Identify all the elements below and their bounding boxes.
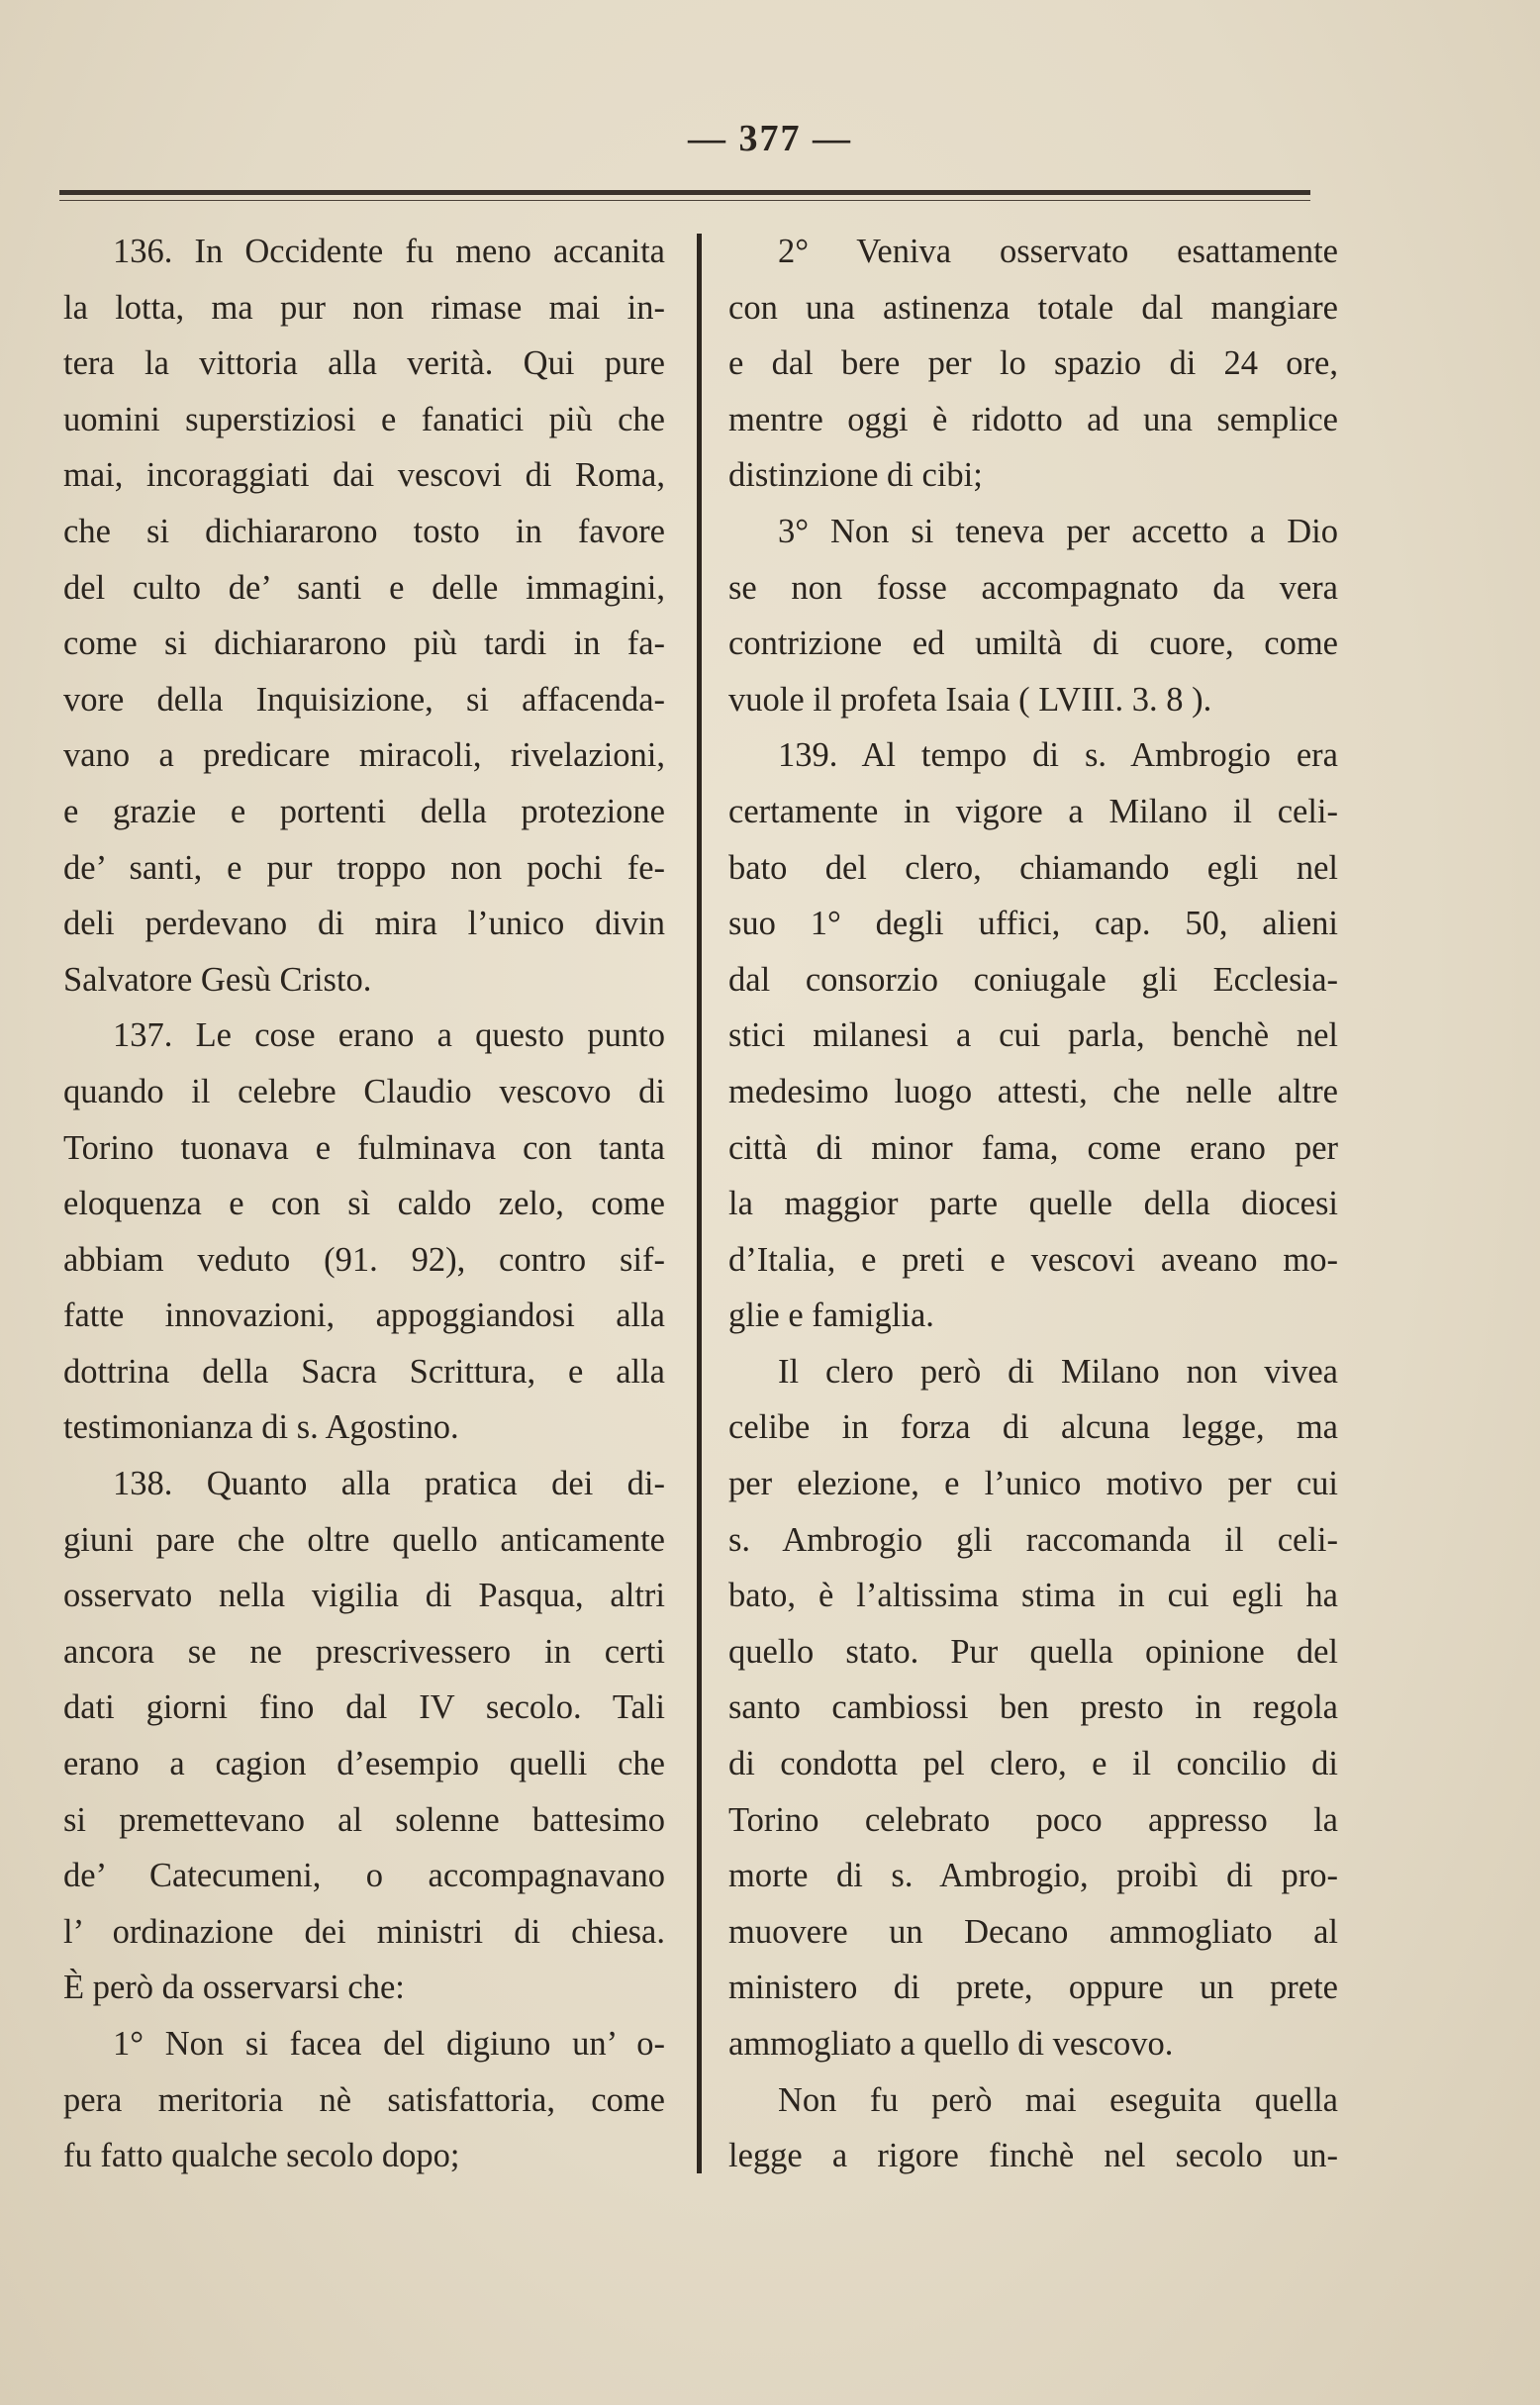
text-line: ammogliato a quello di vescovo. bbox=[728, 2025, 1174, 2063]
text-line: 139. Al tempo di s. Ambrogio era bbox=[778, 736, 1338, 775]
text-line: mai, incoraggiati dai vescovi di Roma, bbox=[63, 456, 665, 495]
text-line: vore della Inquisizione, si affacenda- bbox=[63, 680, 665, 719]
text-line: eloquenza e con sì caldo zelo, come bbox=[63, 1185, 665, 1223]
text-line: pera meritoria nè satisfattoria, come bbox=[63, 2080, 665, 2119]
text-line: di condotta pel clero, e il concilio di bbox=[728, 1745, 1338, 1783]
text-line: e dal bere per lo spazio di 24 ore, bbox=[728, 344, 1338, 383]
text-line: santo cambiossi ben presto in regola bbox=[728, 1688, 1338, 1727]
text-line: testimonianza di s. Agostino. bbox=[63, 1408, 459, 1447]
text-line: stici milanesi a cui parla, benchè nel bbox=[728, 1016, 1338, 1055]
left-column bbox=[63, 224, 665, 2184]
text-line: 137. Le cose erano a questo punto bbox=[113, 1016, 665, 1055]
text-line: glie e famiglia. bbox=[728, 1297, 934, 1335]
text-line: muovere un Decano ammogliato al bbox=[728, 1912, 1338, 1951]
text-line: osservato nella vigilia di Pasqua, altri bbox=[63, 1577, 665, 1615]
page-number: — 377 — bbox=[688, 118, 852, 159]
text-line: legge a rigore finchè nel secolo un- bbox=[728, 2137, 1338, 2175]
text-line: morte di s. Ambrogio, proibì di pro- bbox=[728, 1857, 1338, 1895]
text-line: Il clero però di Milano non vivea bbox=[778, 1352, 1338, 1391]
text-line: ancora se ne prescrivessero in certi bbox=[63, 1632, 665, 1671]
text-line: bato del clero, chiamando egli nel bbox=[728, 848, 1338, 887]
right-column bbox=[728, 224, 1338, 2184]
text-line: celibe in forza di alcuna legge, ma bbox=[728, 1408, 1338, 1447]
text-line: dati giorni fino dal IV secolo. Tali bbox=[63, 1688, 665, 1727]
text-line: per elezione, e l’unico motivo per cui bbox=[728, 1465, 1338, 1503]
text-line: dottrina della Sacra Scrittura, e alla bbox=[63, 1352, 665, 1391]
text-line: e grazie e portenti della protezione bbox=[63, 792, 665, 830]
text-line: quando il celebre Claudio vescovo di bbox=[63, 1072, 665, 1110]
text-line: 136. In Occidente fu meno accanita bbox=[113, 233, 665, 270]
text-line: Torino tuonava e fulminava con tanta bbox=[63, 1128, 665, 1167]
text-line: vano a predicare miracoli, rivelazioni, bbox=[63, 736, 665, 775]
text-line: si premettevano al solenne battesimo bbox=[63, 1800, 665, 1839]
text-line: giuni pare che oltre quello anticamente bbox=[63, 1520, 665, 1559]
text-line: fu fatto qualche secolo dopo; bbox=[63, 2137, 460, 2175]
text-line: che si dichiararono tosto in favore bbox=[63, 512, 665, 550]
text-line: 138. Quanto alla pratica dei di- bbox=[113, 1465, 665, 1503]
text-line: mentre oggi è ridotto ad una semplice bbox=[728, 400, 1338, 438]
text-line: Salvatore Gesù Cristo. bbox=[63, 960, 372, 999]
text-line: de’ santi, e pur troppo non pochi fe- bbox=[63, 848, 665, 887]
column-divider bbox=[697, 234, 702, 2173]
text-line: se non fosse accompagnato da vera bbox=[728, 568, 1338, 607]
text-line: d’Italia, e preti e vescovi aveano mo- bbox=[728, 1240, 1338, 1279]
text-line: città di minor fama, come erano per bbox=[728, 1128, 1338, 1167]
text-line: de’ Catecumeni, o accompagnavano bbox=[63, 1857, 665, 1895]
text-line: del culto de’ santi e delle immagini, bbox=[63, 568, 665, 607]
header-rule-thick bbox=[59, 190, 1310, 195]
text-line: 3° Non si teneva per accetto a Dio bbox=[778, 512, 1338, 550]
text-line: quello stato. Pur quella opinione del bbox=[728, 1632, 1338, 1671]
text-line: 2° Veniva osservato esattamente bbox=[778, 233, 1338, 270]
text-line: vuole il profeta Isaia ( LVIII. 3. 8 ). bbox=[728, 680, 1212, 719]
text-line: la maggior parte quelle della diocesi bbox=[728, 1185, 1338, 1223]
text-line: ministero di prete, oppure un prete bbox=[728, 1969, 1338, 2007]
text-line: Non fu però mai eseguita quella bbox=[778, 2080, 1338, 2119]
header-rule-thin bbox=[59, 200, 1310, 201]
text-line: È però da osservarsi che: bbox=[63, 1969, 405, 2007]
text-line: tera la vittoria alla verità. Qui pure bbox=[63, 344, 665, 383]
text-line: uomini superstiziosi e fanatici più che bbox=[63, 400, 665, 438]
text-line: dal consorzio coniugale gli Ecclesia- bbox=[728, 960, 1338, 999]
text-line: come si dichiararono più tardi in fa- bbox=[63, 625, 665, 663]
text-line: con una astinenza totale dal mangiare bbox=[728, 288, 1338, 327]
text-line: fatte innovazioni, appoggiandosi alla bbox=[63, 1297, 665, 1335]
text-line: s. Ambrogio gli raccomanda il celi- bbox=[728, 1520, 1338, 1559]
text-line: l’ ordinazione dei ministri di chiesa. bbox=[63, 1912, 665, 1951]
text-line: suo 1° degli uffici, cap. 50, alieni bbox=[728, 905, 1338, 943]
text-line: 1° Non si facea del digiuno un’ o- bbox=[113, 2025, 665, 2063]
text-line: certamente in vigore a Milano il celi- bbox=[728, 792, 1338, 830]
text-line: contrizione ed umiltà di cuore, come bbox=[728, 625, 1338, 663]
text-line: erano a cagion d’esempio quelli che bbox=[63, 1745, 665, 1783]
text-line: deli perdevano di mira l’unico divin bbox=[63, 905, 665, 943]
text-line: bato, è l’altissima stima in cui egli ha bbox=[728, 1577, 1338, 1615]
text-line: distinzione di cibi; bbox=[728, 456, 983, 495]
text-line: medesimo luogo attesti, che nelle altre bbox=[728, 1072, 1338, 1110]
text-line: la lotta, ma pur non rimase mai in- bbox=[63, 288, 665, 327]
text-line: Torino celebrato poco appresso la bbox=[728, 1800, 1338, 1839]
text-line: abbiam veduto (91. 92), contro sif- bbox=[63, 1240, 665, 1279]
